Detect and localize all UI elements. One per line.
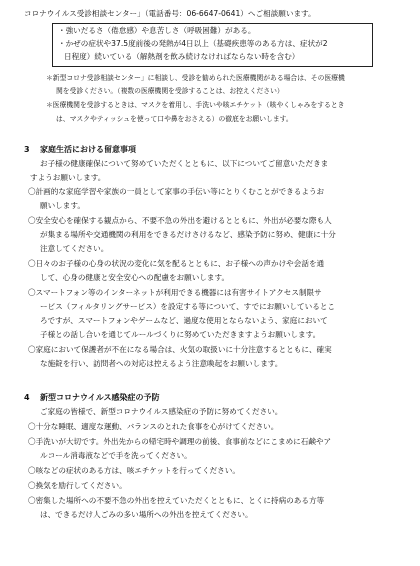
section3-item: 子様との話し合いを通じてルールづくりに努めていただきますようお願いします。 [40, 330, 321, 339]
section3-item: ービス（フィルタリングサービス）を設定する等について、すでにお願いしているとこ [40, 302, 336, 311]
section3-item: して、心身の健康と安全安心への配慮をお願いします。 [40, 273, 230, 282]
section4-title: 新型コロナウイルス感染症の予防 [40, 393, 160, 402]
note-line: ＊医療機関を受診するときは、マスクを着用し、手洗いや咳エチケット（咳やくしゃみをするとき [46, 101, 345, 109]
section4-item: 〇十分な睡眠、適度な運動、バランスのとれた食事を心がけてください。 [28, 422, 279, 431]
section4-item: ルコール消毒液などで手を洗ってください。 [40, 451, 192, 460]
symptom-line: ・かぜの症状や37.5度前後の発熱が4日以上（基礎疾患等のある方は、症状が2 [58, 39, 328, 48]
symptom-line: ・強いだるさ（倦怠感）や息苦しさ（呼吸困難）がある。 [58, 26, 256, 35]
note-line: は、マスクやティッシュを使って口や鼻をおさえる）の徹底をお願いします。 [56, 115, 293, 123]
section3-item: 注意してください。 [40, 244, 109, 253]
section3-item: 〇計画的な家庭学習や家族の一員として家事の手伝い等にとりくむことができるようお [28, 187, 325, 196]
section3-lead: お子様の健康確保について努めていただくとともに、以下についてご留意いただきま [40, 159, 329, 168]
section3-item: 〇日々のお子様の心身の状況の変化に気を配るとともに、お子様への声かけや会話を通 [28, 259, 325, 268]
section3-item: ろですが、スマートフォンやゲームなど、過度な使用とならないよう、家庭において [40, 316, 328, 325]
section4-item: 〇咳などの症状のある方は、咳エチケットを行ってください。 [28, 466, 240, 475]
section4-item: 〇手洗いが大切です。外出先からの帰宅時や調理の前後、食事前などにこまめに石鹸やア [28, 437, 332, 446]
symptom-line: 日程度）続いている（解熱剤を飲み続けなければならない時を含む） [64, 52, 300, 61]
section3-item: 〇スマートフォン等のインターネットが利用できる機器には有害サイトアクセス制限サ [28, 288, 322, 297]
note-line: ＊新型コロナ受診相談センター」に相談し、受診を勧められた医療機関がある場合は、その医療機 [46, 74, 345, 82]
section4-item: 〇換気を励行してください。 [28, 481, 127, 490]
section3-item: 〇家庭において保護者が不在になる場合は、火気の取扱いに十分注意するとともに、確実 [28, 345, 332, 354]
intro-text: コロナウイルス受診相談センター」（電話番号：06-6647-0641）へご相談願います。 [24, 9, 316, 18]
section3-lead: すようお願いします。 [30, 173, 106, 182]
section3-item: が集まる場所や交通機関の利用をできるだけさけるなど、感染予防に努め、健康に十分 [40, 230, 336, 239]
section3-title: 家庭生活における留意事項 [40, 145, 136, 154]
section4-item: は、できるだけ人ごみの多い場所への外出を控えてください。 [40, 510, 253, 519]
note-line: 関を受診ください。（複数の医療機関を受診することは、お控えください） [56, 87, 284, 95]
section4-item: 〇密集した場所への不要不急の外出を控えていただくとともに、とくに持病のある方等 [28, 496, 325, 505]
section3-item: な施錠を行い、訪問者への対応は控えるよう注意喚起をお願いします。 [40, 359, 283, 368]
section4-number: 4 [24, 393, 30, 402]
section3-item: 〇安全安心を確保する観点から、不要不急の外出を避けるとともに、外出が必要な際も人 [28, 216, 332, 225]
section3-item: 願いします。 [40, 201, 85, 210]
section4-lead: ご家庭の皆様で、新型コロナウイルス感染症の予防に努めてください。 [40, 407, 283, 416]
section3-number: 3 [24, 145, 30, 154]
